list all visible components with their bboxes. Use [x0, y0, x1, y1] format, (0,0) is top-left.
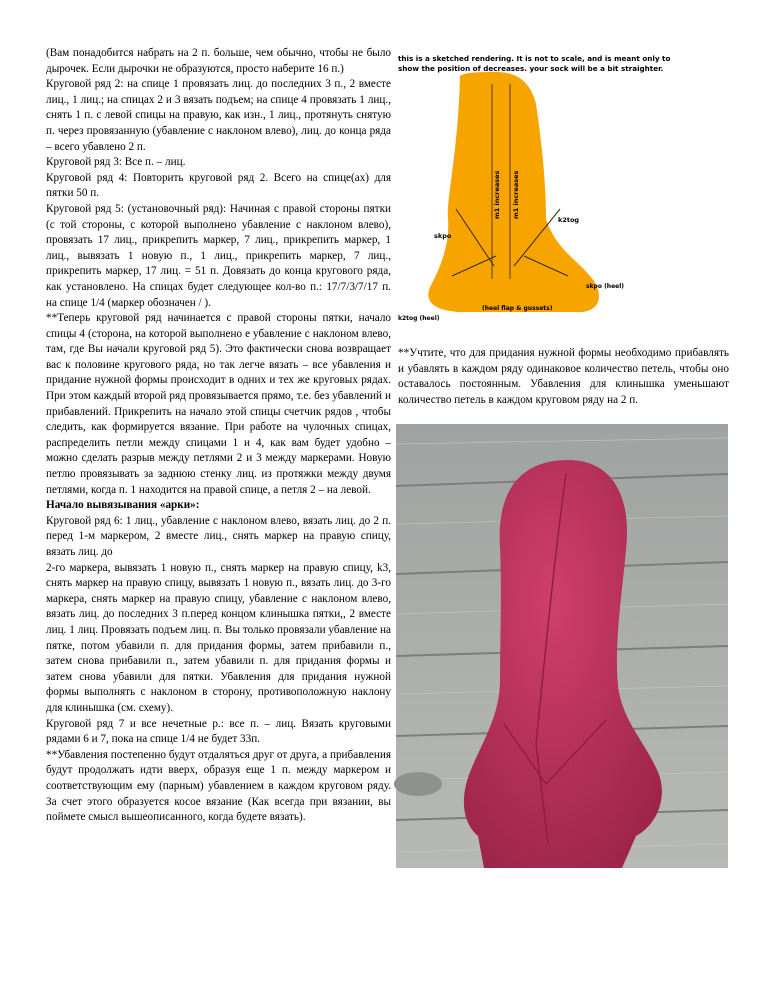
paragraph-round-6: Круговой ряд 6: 1 лиц., убавление с наклоном влево, вязать лиц. до 2 п. перед 1-м маркером, 2 вместе лиц., снять маркер на правую спицу, вязать лиц. до: [46, 514, 391, 558]
paragraph-round-4: Круговой ряд 4: Повторить круговой ряд 2. Всего на спице(ах) для пятки 50 п.: [46, 171, 391, 200]
diagram-caption-line-2: show the position of decreases. your sock will be a bit straighter.: [398, 64, 664, 73]
section-heading-arch: Начало вывязывания «арки»:: [46, 499, 200, 512]
label-m1-increases-left: m1 increases: [493, 170, 501, 219]
paragraph-shaping-note: **Учтите, что для придания нужной формы необходимо прибавлять и убавлять в каждом ряду одинаковое количество петель, чтобы оно оставалось постоянным. Убавления для клинышка уменьшают количество петель в каждом круговом ряду на 2 п.: [398, 347, 729, 406]
label-heel-flap: (heel flap & gussets): [482, 305, 553, 312]
label-m1-increases-right: m1 increases: [512, 170, 520, 219]
shaping-note: [398, 346, 729, 408]
sock-photo: [396, 424, 728, 868]
paragraph-round-7: Круговой ряд 7 и все нечетные р.: все п. – лиц. Вязать круговыми рядами 6 и 7, пока на спице 1/4 не будет 33п.: [46, 717, 391, 746]
paragraph-round-start-note: **Теперь круговой ряд начинается с правой стороны пятки, начало спицы 4 (сторона, на которой выполнено е убавление с наклоном влево, там, где Вы начали круговой ряд 5). Это фактически снова возвращает вас к половине кругового ряда, но так легче вязать – все убавления и придание нужной формы происходит в одних и тех же круговых рядах. При этом каждый второй ряд провязывается прямо, т.е. без убавлений и прибавлений. Прикрепить на начало этой спицы счетчик рядов , чтобы следить, как формируется вязание. При работе на чулочных спицах, распределить петли между спицами 1 и 4, как вам будет удобно – можно сделать разрыв между петлями 2 и 3 между маркерами. Новую петлю провязывать за заднюю стенку лиц. из протяжки между двумя петлями, когда п. 1 находится на правой спице, а петля 2 – на левой.: [46, 312, 391, 496]
label-skpo: skpo: [434, 232, 452, 240]
heel-diagram: [396, 44, 671, 344]
paragraph-round-6-cont: 2-го маркера, вывязать 1 новую п., снять маркер на правую спицу, k3, снять маркер на правую спицу, вывязать 1 новую п., вязать лиц. до 3-го маркера, снять маркер на правую спицу, убавление с наклоном влево, вязать лиц. до последних 3 п.перед концом клинышка пятки,, 2 вместе лиц. 1 лиц. Провязать подъем лиц. п. Вы только провязали убавление на пятке, потом убавили п. для придания формы, затем прибавили п., затем снова прибавили п., затем убавили п. для придания формы и затем снова убавили для пятки. Убавления для придания нужной формы выполнять с наклоном в сторону, противоположную наклону для клинышка (см. схему).: [46, 561, 391, 714]
paragraph-cast-on-note: (Вам понадобится набрать на 2 п. больше, чем обычно, чтобы не было дырочек. Если дырочки не образуются, просто наберите 16 п.): [46, 47, 391, 75]
paragraph-round-3: Круговой ряд 3: Все п. – лиц.: [46, 156, 186, 169]
paragraph-round-5: Круговой ряд 5: (установочный ряд): Начиная с правой стороны пятки (с той стороны, с которой выполнено убавление с наклоном влево), провязать 17 лиц., прикрепить маркер, 7 лиц., прикрепить маркер, 1 лиц., вывязать 1 новую п., 1 лиц., прикрепить маркер, 7 лиц., прикрепить маркер, 17 лиц. = 51 п. Довязать до конца кругового ряда, как установлено. На спицах будет следующее кол-во п.: 17/7/3/7/17 п. на спице 1/4 (маркер обозначен / ).: [46, 202, 391, 309]
label-k2tog: k2tog: [558, 216, 580, 224]
instructions-column: [46, 46, 391, 826]
paragraph-decrease-note: **Убавления постепенно будут отдаляться друг от друга, а прибавления будут продолжать идти вверх, образуя еще 1 п. между маркером и соответствующим ему (парным) убавлением в каждом круговом ряду. За счет этого образуется косое вязание (Как всегда при вязании, вы поймете смысл вышеописанного, когда будете вязать).: [46, 748, 391, 824]
label-k2tog-heel: k2tog (heel): [398, 315, 440, 322]
label-skpo-heel: skpo (heel): [586, 283, 625, 290]
diagram-caption-line-1: this is a sketched rendering. It is not to scale, and is meant only to: [398, 54, 671, 63]
paragraph-round-2: Круговой ряд 2: на спице 1 провязать лиц. до последних 3 п., 2 вместе лиц., 1 лиц.; на спицах 2 и 3 вязать подъем; на спице 4 провязать 1 лиц., снять 1 п. с левой спицы на правую, как изн., 1 лиц., протянуть снятую п. через провязанную (убавление с наклоном влево), лиц. до конца ряда – всего убавлено 2 п.: [46, 78, 391, 153]
wood-knot: [394, 772, 442, 796]
